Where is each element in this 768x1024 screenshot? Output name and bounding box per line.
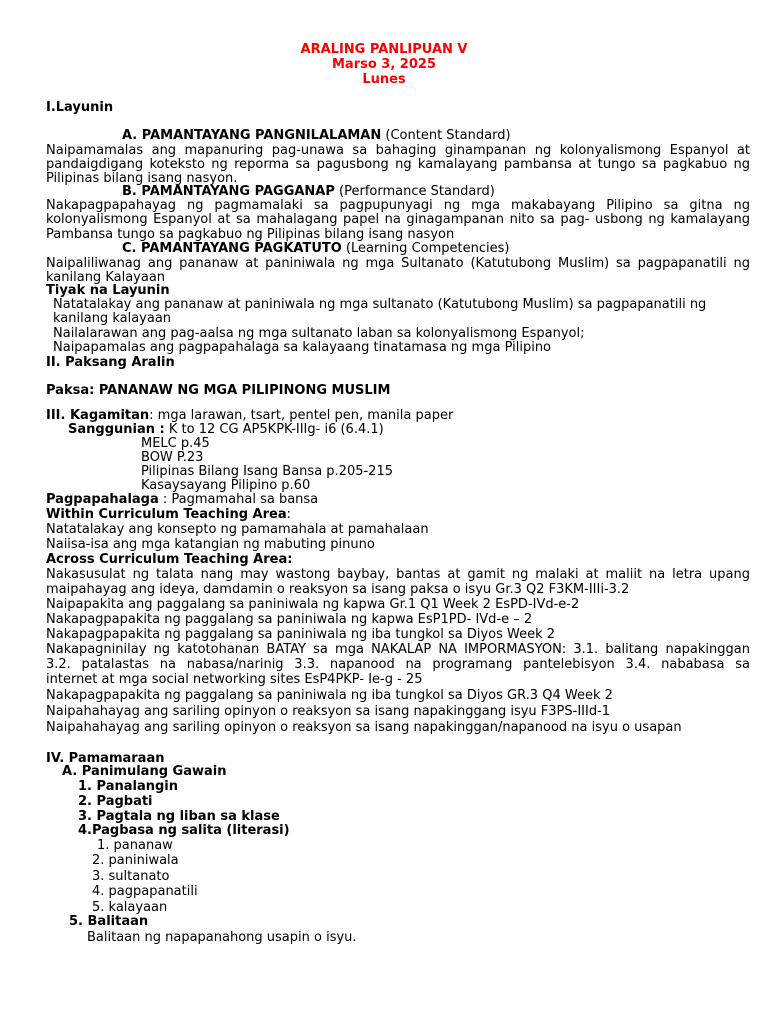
across-curriculum-heading: Across Curriculum Teaching Area:: [46, 552, 293, 567]
pagpapahalaga-value: : Pagmamahal sa bansa: [158, 492, 319, 507]
section-pamamaraan-heading: IV. Pamamaraan: [46, 751, 165, 766]
literacy-word: 4. pagpapanatili: [92, 884, 198, 899]
literacy-word: 2. paniniwala: [92, 853, 179, 868]
standard-c-line: kanilang Kalayaan: [46, 270, 166, 285]
sanggunian-item: Pilipinas Bilang Isang Bansa p.205-215: [141, 464, 393, 479]
balitaan-heading: 5. Balitaan: [69, 914, 149, 929]
paksa-title: Paksa: PANANAW NG MGA PILIPINONG MUSLIM: [46, 383, 391, 398]
within-curriculum-title: Within Curriculum Teaching Area: [46, 507, 287, 522]
across-curriculum-item: Naipahahayag ang sariling opinyon o reaksyon sa isang napakinggang isyu F3PS-IIId-1: [46, 704, 611, 719]
subject-title: ARALING PANLIPUAN V: [300, 42, 468, 57]
lesson-date: Marso 3, 2025: [331, 57, 436, 72]
tiyak-layunin-item: Natatalakay ang pananaw at paniniwala ng mga sultanato (Katutubong Muslim) sa pagpapanatili ng: [53, 297, 707, 312]
standard-b-title: B. PAMANTAYANG PAGGANAP: [122, 184, 335, 199]
kagamitan-value: : mga larawan, tsart, pentel pen, manila paper: [149, 408, 454, 423]
literacy-word: 5. kalayaan: [92, 900, 168, 915]
tiyak-layunin-item: kanilang kalayaan: [53, 311, 172, 326]
procedure-step: 3. Pagtala ng liban sa klase: [78, 809, 280, 824]
across-curriculum-item: maipahayag ang ideya, damdamin o reaksyon sa isang paksa o isyu Gr.3 Q2 F3KM-IIIi-3.2: [46, 582, 630, 597]
across-curriculum-item: Nakapagpapakita ng paggalang sa paniniwala ng iba tungkol sa Diyos Week 2: [46, 627, 556, 642]
standard-a-title: A. PAMANTAYANG PANGNILALAMAN: [122, 128, 382, 143]
across-curriculum-item: Nakasusulat ng talata nang may wastong baybay, bantas at gamit ng malaki at maliit na letra upang: [46, 567, 750, 582]
pagpapahalaga-line: [46, 492, 318, 507]
within-curriculum-item: Naiisa-isa ang mga katangian ng mabuting pinuno: [46, 537, 375, 552]
across-curriculum-item: Nakapagpapakita ng paggalang sa paniniwala ng kapwa EsP1PD- IVd-e – 2: [46, 612, 533, 627]
kagamitan-label: III. Kagamitan: [46, 408, 150, 423]
lesson-day: Lunes: [362, 72, 406, 87]
sanggunian-value: K to 12 CG AP5KPK-IIIg- i6 (6.4.1): [164, 422, 384, 437]
across-curriculum-item: Naipahahayag ang sariling opinyon o reaksyon sa isang napakinggan/napanood na isyu o usapan: [46, 720, 682, 735]
procedure-step: 4.Pagbasa ng salita (literasi): [78, 823, 290, 838]
tiyak-layunin-item: Naipapamalas ang pagpapahalaga sa kalayaang tinatamasa ng mga Pilipino: [53, 340, 552, 355]
tiyak-layunin-item: Nailalarawan ang pag-aalsa ng mga sultanato laban sa kolonyalismong Espanyol;: [53, 326, 585, 341]
standard-a-line: pandaigdigang koteksto ng reporma sa pagusbong ng kamalayang pambansa at tungo sa pagkabuo ng: [46, 157, 750, 172]
across-curriculum-item: 3.2. patalastas na nabasa/narinig 3.3. napanood na programang pantelebisyon 3.4. nababasa sa: [46, 657, 750, 672]
section-layunin-heading: I.Layunin: [46, 100, 114, 115]
pagpapahalaga-label: Pagpapahalaga: [46, 492, 159, 507]
literacy-word: 3. sultanato: [92, 869, 170, 884]
standard-b-heading: [122, 184, 495, 199]
standard-c-note: (Learning Competencies): [341, 241, 510, 256]
panimulang-gawain-heading: A. Panimulang Gawain: [62, 764, 227, 779]
standard-a-heading: [122, 128, 511, 143]
tiyak-layunin-heading: Tiyak na Layunin: [46, 283, 170, 298]
sanggunian-line: [68, 422, 384, 437]
sanggunian-label: Sanggunian :: [68, 422, 165, 437]
sanggunian-item: Kasaysayang Pilipino p.60: [141, 478, 311, 493]
procedure-step: 1. Panalangin: [78, 779, 178, 794]
across-curriculum-item: internet at mga social networking sites EsP4PKP- Ie-g - 25: [46, 672, 423, 687]
standard-c-title: C. PAMANTAYANG PAGKATUTO: [122, 241, 342, 256]
within-curriculum-colon: :: [286, 507, 292, 522]
across-curriculum-item: Nakapagpapakita ng paggalang sa paniniwala ng iba tungkol sa Diyos GR.3 Q4 Week 2: [46, 688, 613, 703]
standard-c-line: Naipaliliwanag ang pananaw at paniniwala ng mga Sultanato (Katutubong Muslim) sa pagpapanatili ng: [46, 256, 750, 271]
standard-a-note: (Content Standard): [381, 128, 511, 143]
standard-b-line: Nakapagpapahayag ng pagmamalaki sa pagpupunyagi ng mga makabayang Pilipino sa gitna ng: [46, 198, 750, 213]
within-curriculum-item: Natatalakay ang konsepto ng pamamahala at pamahalaan: [46, 522, 429, 537]
balitaan-text: Balitaan ng napapanahong usapin o isyu.: [87, 930, 357, 945]
standard-c-heading: [122, 241, 509, 256]
standard-b-line: kolonyalismong Espanyol at sa mahalagang papel na ginagampanan nito sa pag- usbong ng kamalayang: [46, 212, 750, 227]
standard-b-note: (Performance Standard): [334, 184, 495, 199]
within-curriculum-heading: [46, 507, 291, 522]
kagamitan-line: [46, 408, 453, 423]
sanggunian-item: BOW P.23: [141, 450, 204, 465]
standard-a-line: Naipamamalas ang mapanuring pag-unawa sa bahaging ginampanan ng kolonyalismong Espanyol at: [46, 143, 750, 158]
standard-b-line: Pambansa tungo sa pagkabuo ng Pilipinas bilang isang nasyon: [46, 227, 455, 242]
sanggunian-item: MELC p.45: [141, 436, 210, 451]
across-curriculum-item: Nakapagninilay ng katotohanan BATAY sa mga NAKALAP NA IMPORMASYON: 3.1. balitang napakinggan: [46, 642, 750, 657]
section-paksang-aralin-heading: II. Paksang Aralin: [46, 355, 175, 370]
procedure-step: 2. Pagbati: [78, 794, 153, 809]
standard-a-line: Pilipinas bilang isang nasyon.: [46, 171, 238, 186]
literacy-word: 1. pananaw: [97, 838, 173, 853]
across-curriculum-item: Naipapakita ang paggalang sa paniniwala ng kapwa Gr.1 Q1 Week 2 EsPD-IVd-e-2: [46, 597, 580, 612]
